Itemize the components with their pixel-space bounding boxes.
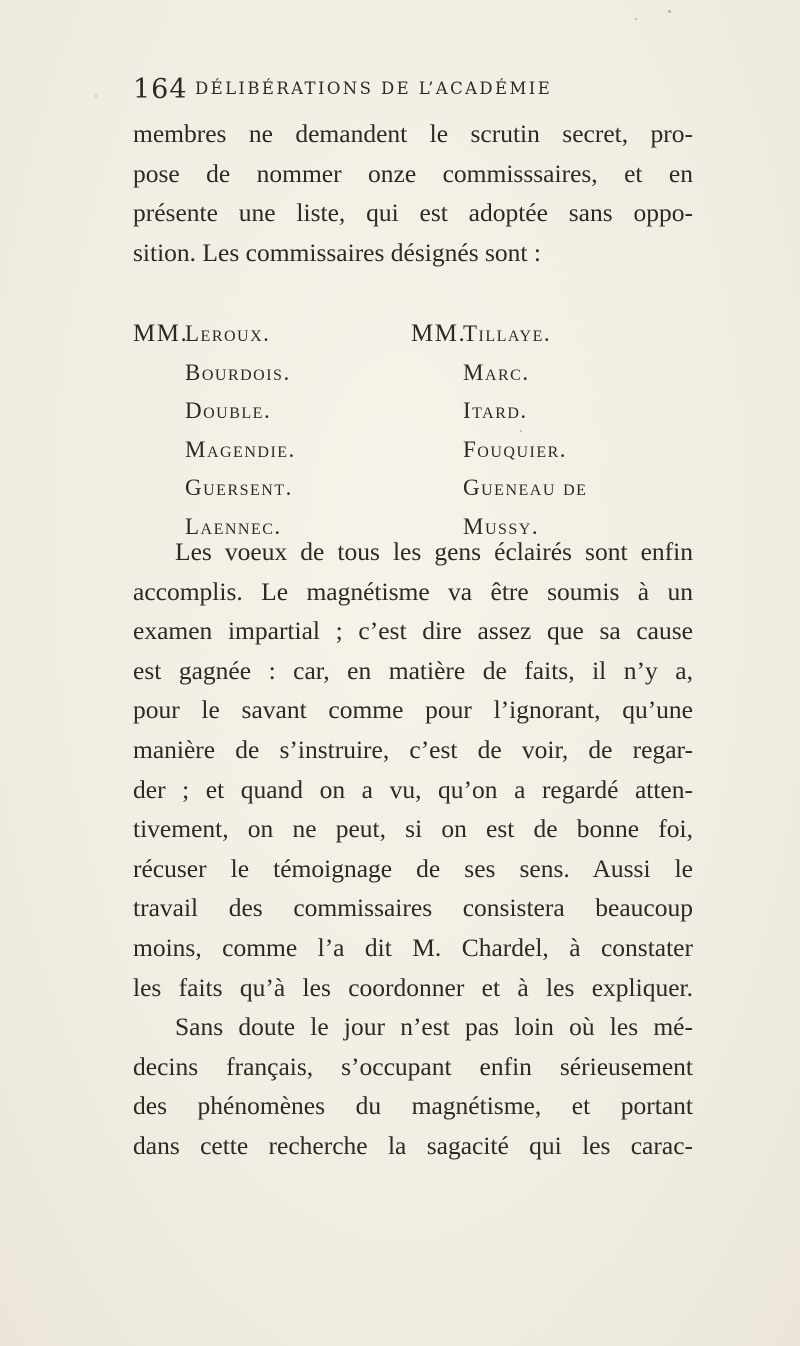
commissioner-row <box>411 354 587 393</box>
commissioner-row <box>133 315 296 354</box>
commissioner-row <box>411 315 587 354</box>
page-number: 164 <box>133 74 188 105</box>
commissioner-row <box>133 469 296 508</box>
text-line: sition. Les commissaires désignés sont : <box>133 237 541 267</box>
text-line: Sans doute le jour n’est pas loin où les mé- <box>175 1012 693 1042</box>
commissioner-row <box>133 392 296 431</box>
text-line: decins français, s’occupant enfin sérieusement <box>133 1051 693 1081</box>
commissioner-name: Double. <box>185 398 272 423</box>
commissioners-left-column <box>133 315 296 546</box>
running-title: DÉLIBÉRATIONS DE L’ACADÉMIE <box>195 79 553 98</box>
text-line: moins, comme l’a dit M. Chardel, à constater <box>133 932 693 962</box>
text-line: tivement, on ne peut, si on est de bonne foi, <box>133 814 693 844</box>
paragraph-2 <box>133 532 693 1166</box>
commissioner-name: Mussy. <box>463 513 540 539</box>
honorific: MM. <box>133 320 189 347</box>
commissioner-name: Magendie. <box>185 436 296 462</box>
paper-speck <box>635 18 637 20</box>
page-header <box>133 74 693 114</box>
text-line: récuser le témoignage de ses sens. Aussi le <box>133 853 693 883</box>
text-line: accomplis. Le magnétisme va être soumis à un <box>133 576 693 606</box>
commissioner-row <box>411 431 587 470</box>
honorific: MM. <box>411 320 467 347</box>
commissioner-row <box>133 354 296 393</box>
text-line: membres ne demandent le scrutin secret, pro- <box>133 119 693 148</box>
commissioner-row <box>411 392 587 431</box>
commissioner-name: Bourdois. <box>185 359 291 385</box>
commissioners-right-column <box>411 315 587 546</box>
text-line: manière de s’instruire, c’est de voir, de regar- <box>133 734 693 764</box>
commissioner-name: Leroux. <box>185 321 271 346</box>
commissioner-name: Laennec. <box>185 513 282 539</box>
text-line: les faits qu’à les coordonner et à les expliquer. <box>133 972 693 1002</box>
text-line: der ; et quand on a vu, qu’on a regardé atten- <box>133 774 693 804</box>
text-line: est gagnée : car, en matière de faits, il n’y a, <box>133 655 693 685</box>
text-line: pose de nommer onze commisssaires, et en <box>133 158 693 188</box>
commissioner-name: Guersent. <box>185 475 293 500</box>
text-line: examen impartial ; c’est dire assez que sa cause <box>133 616 693 646</box>
commissioner-name: Marc. <box>463 359 530 385</box>
text-line: présente une liste, qui est adoptée sans oppo- <box>133 198 693 228</box>
commissioner-name: Fouquier. <box>463 436 568 462</box>
text-line: pour le savant comme pour l’ignorant, qu’une <box>133 695 693 725</box>
commissioner-name: Itard. <box>463 398 528 423</box>
paragraph-1 <box>133 114 693 272</box>
paper-speck <box>95 95 97 97</box>
commissioner-row <box>133 431 296 470</box>
text-line: Les voeux de tous les gens éclairés sont enfin <box>175 537 693 566</box>
text-line: des phénomènes du magnétisme, et portant <box>133 1091 693 1121</box>
paper-speck <box>668 10 671 13</box>
commissioner-name: Tillaye. <box>463 321 552 346</box>
commissioner-row <box>411 469 587 508</box>
text-line: dans cette recherche la sagacité qui les carac- <box>133 1130 693 1160</box>
commissioner-name: Gueneau de <box>463 475 588 500</box>
text-line: travail des commissaires consistera beaucoup <box>133 893 693 923</box>
